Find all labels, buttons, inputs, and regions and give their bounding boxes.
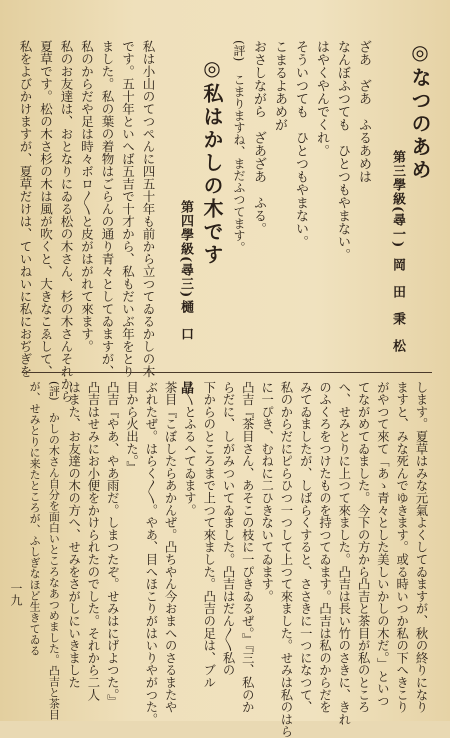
kashi-body bbox=[15, 40, 159, 403]
body-line: 下からのところまで上つて來ました。凸吉の足は、ブル bbox=[201, 381, 216, 689]
poem-line: なんぼふつても ひとつもやまない。 bbox=[335, 40, 350, 261]
body-line: です。五十年といへば五吉で十才から、私もだいぶ年をとり bbox=[120, 40, 136, 378]
natsu-author: 岡田秉松 bbox=[390, 258, 405, 366]
body-line: します。夏草はみな元氣よくしてゐますが、秋の終りになり bbox=[414, 381, 428, 714]
body-line: 凸吉『茶目さん、あそこの枝に一ぴきゐるぜ。』『三、私のか bbox=[240, 381, 255, 714]
body-line: 夏草です。松の木さ杉の木は風が吹くと、大きなこゑして、 bbox=[38, 40, 54, 378]
body-line: 茶目『こぼしたらあかんぜ。凸ちやん今おまへのさるまたや bbox=[163, 381, 178, 714]
lower-body bbox=[25, 381, 430, 738]
section-divider bbox=[22, 372, 432, 373]
body-line: 目から火出た。』 bbox=[124, 381, 139, 474]
poem-line: はやくやんでくれ。 bbox=[314, 40, 329, 157]
body-line: みてゐましたが、しばらくすると、ささきに一つになつて、 bbox=[298, 381, 313, 714]
body-line: 凸吉はせみにお小便をかけられたのでした。それから二人 bbox=[85, 381, 100, 701]
kashi-title: ◎私はかしの木です bbox=[200, 56, 224, 267]
body-line: ぶれたぜ。はらく〳〵。やあ、目へほこりがはいりやがつた。 bbox=[143, 381, 158, 726]
kashi-grade: 第四學級(尋三) bbox=[178, 200, 193, 299]
body-line: らだに、しがみついてゐました。凸吉はだん〳〵私の bbox=[221, 381, 236, 677]
poem-line: こまるよあめが bbox=[272, 40, 287, 131]
body-line: てながめてゐました。今下の方から凸吉と茶目が私のところ bbox=[356, 381, 371, 714]
kashi-author: 樋口 晶 bbox=[178, 300, 193, 408]
natsu-poem bbox=[248, 40, 374, 261]
body-line: 私のお友達は、おとなりにゐる松の木さん、杉の木さんそれから bbox=[59, 40, 74, 403]
body-line: はまた、お友達の木の方へ、せみをさがしにいきました bbox=[66, 381, 81, 689]
body-line: がやつて來て「あゝ青々とした美しいかしの木だ。」といつ bbox=[375, 381, 390, 707]
body-line: 凸吉『やあ、やあ雨だ。しまつたぞ。せみはにげよつた。』 bbox=[105, 381, 120, 707]
poem-line: ざあ ざあ ふるあめは bbox=[356, 40, 371, 183]
body-line: 〳〵とふるへてゐます。 bbox=[182, 381, 197, 517]
natsu-comment: (評) こまりますね、まだふつてます。 bbox=[232, 40, 246, 254]
body-line: (評) かしの木さん自分を面白いところなあつめました。凸吉と茶目 bbox=[47, 381, 61, 720]
body-line: 私は小山のてつぺんに四五十年も前から立つてゐるかしの木 bbox=[141, 40, 156, 378]
poem-line: そういつても ひとつもやまない。 bbox=[293, 40, 308, 248]
body-line: のふくろをつけたものを持つてゐます。凸吉は私のからだを bbox=[317, 381, 332, 714]
body-line: 私のからだや足は時々ボロ〳〵と皮がはがれて來ます。 bbox=[79, 40, 95, 353]
body-line: 私をよびかけますが、夏草だけは、ていねいに私におぢぎを bbox=[18, 40, 33, 378]
natsu-grade: 第三學級(尋一) bbox=[390, 150, 405, 249]
body-line: へ、せみとりに上つて來ました。凸吉は長い竹のさきに、きれ bbox=[336, 381, 351, 726]
natsu-title: ◎なつのあめ bbox=[408, 40, 432, 182]
body-line: ました。私の葉の着物はごらんの通り青々としてゐますが、 bbox=[100, 40, 115, 378]
body-line: 私のからだにピらひつ一つして上つて來ました。せみは私のはら bbox=[278, 381, 293, 738]
body-line: に一ぴき、むねに二ひきないてゐます。 bbox=[259, 381, 274, 603]
body-line: ますと、みな死んでゆきます。或る時いつか私の下へきこり bbox=[394, 381, 409, 714]
page-number: 一九 bbox=[9, 582, 23, 606]
body-line: が、せみとりに来たところが、ふしぎなほど生きてゐる bbox=[28, 381, 42, 656]
poem-line: おさしながら ざあざあ ふる。 bbox=[251, 40, 266, 235]
